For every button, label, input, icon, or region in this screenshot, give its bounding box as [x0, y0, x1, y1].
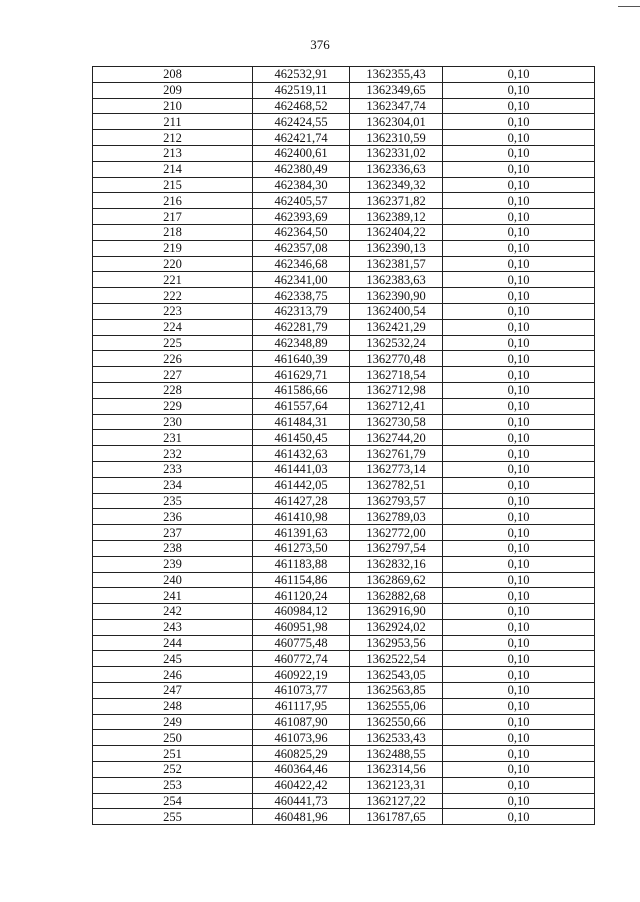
- point-number-cell: 253: [93, 777, 253, 793]
- point-number-cell: 212: [93, 130, 253, 146]
- y-coordinate-cell: 1362421,29: [350, 319, 443, 335]
- x-coordinate-cell: 462338,75: [253, 288, 350, 304]
- table-row: [93, 730, 595, 746]
- y-coordinate-cell: 1362916,90: [350, 604, 443, 620]
- x-coordinate-cell: 460364,46: [253, 762, 350, 778]
- table-row: [93, 809, 595, 825]
- point-number-cell: 223: [93, 303, 253, 319]
- error-value-cell: 0,10: [443, 714, 595, 730]
- y-coordinate-cell: 1362797,54: [350, 540, 443, 556]
- point-number-cell: 232: [93, 446, 253, 462]
- table-row: [93, 477, 595, 493]
- x-coordinate-cell: 461450,45: [253, 430, 350, 446]
- x-coordinate-cell: 462357,08: [253, 240, 350, 256]
- point-number-cell: 231: [93, 430, 253, 446]
- y-coordinate-cell: 1362331,02: [350, 145, 443, 161]
- table-row: [93, 714, 595, 730]
- y-coordinate-cell: 1362389,12: [350, 209, 443, 225]
- error-value-cell: 0,10: [443, 398, 595, 414]
- coordinates-table: [92, 66, 595, 825]
- x-coordinate-cell: 462364,50: [253, 224, 350, 240]
- y-coordinate-cell: 1362563,85: [350, 683, 443, 699]
- error-value-cell: 0,10: [443, 809, 595, 825]
- table-row: [93, 240, 595, 256]
- point-number-cell: 217: [93, 209, 253, 225]
- error-value-cell: 0,10: [443, 256, 595, 272]
- y-coordinate-cell: 1362349,65: [350, 82, 443, 98]
- table-row: [93, 367, 595, 383]
- table-row: [93, 224, 595, 240]
- point-number-cell: 239: [93, 556, 253, 572]
- point-number-cell: 229: [93, 398, 253, 414]
- y-coordinate-cell: 1362773,14: [350, 461, 443, 477]
- table-row: [93, 604, 595, 620]
- table-row: [93, 635, 595, 651]
- error-value-cell: 0,10: [443, 145, 595, 161]
- point-number-cell: 216: [93, 193, 253, 209]
- table-row: [93, 67, 595, 83]
- error-value-cell: 0,10: [443, 493, 595, 509]
- point-number-cell: 228: [93, 382, 253, 398]
- error-value-cell: 0,10: [443, 793, 595, 809]
- point-number-cell: 225: [93, 335, 253, 351]
- x-coordinate-cell: 461432,63: [253, 446, 350, 462]
- table-row: [93, 256, 595, 272]
- error-value-cell: 0,10: [443, 367, 595, 383]
- error-value-cell: 0,10: [443, 335, 595, 351]
- y-coordinate-cell: 1362383,63: [350, 272, 443, 288]
- x-coordinate-cell: 462424,55: [253, 114, 350, 130]
- error-value-cell: 0,10: [443, 114, 595, 130]
- point-number-cell: 209: [93, 82, 253, 98]
- x-coordinate-cell: 462519,11: [253, 82, 350, 98]
- point-number-cell: 242: [93, 604, 253, 620]
- x-coordinate-cell: 461120,24: [253, 588, 350, 604]
- point-number-cell: 215: [93, 177, 253, 193]
- x-coordinate-cell: 461154,86: [253, 572, 350, 588]
- error-value-cell: 0,10: [443, 730, 595, 746]
- error-value-cell: 0,10: [443, 777, 595, 793]
- x-coordinate-cell: 462405,57: [253, 193, 350, 209]
- y-coordinate-cell: 1361787,65: [350, 809, 443, 825]
- error-value-cell: 0,10: [443, 224, 595, 240]
- point-number-cell: 221: [93, 272, 253, 288]
- point-number-cell: 220: [93, 256, 253, 272]
- y-coordinate-cell: 1362712,41: [350, 398, 443, 414]
- x-coordinate-cell: 460825,29: [253, 746, 350, 762]
- x-coordinate-cell: 461073,77: [253, 683, 350, 699]
- table-row: [93, 572, 595, 588]
- y-coordinate-cell: 1362371,82: [350, 193, 443, 209]
- error-value-cell: 0,10: [443, 461, 595, 477]
- error-value-cell: 0,10: [443, 683, 595, 699]
- error-value-cell: 0,10: [443, 619, 595, 635]
- point-number-cell: 234: [93, 477, 253, 493]
- page-number: 376: [310, 37, 330, 52]
- x-coordinate-cell: 461427,28: [253, 493, 350, 509]
- table-row: [93, 762, 595, 778]
- table-row: [93, 651, 595, 667]
- y-coordinate-cell: 1362730,58: [350, 414, 443, 430]
- table-row: [93, 619, 595, 635]
- y-coordinate-cell: 1362123,31: [350, 777, 443, 793]
- point-number-cell: 244: [93, 635, 253, 651]
- y-coordinate-cell: 1362543,05: [350, 667, 443, 683]
- table-row: [93, 177, 595, 193]
- table-row: [93, 193, 595, 209]
- x-coordinate-cell: 461629,71: [253, 367, 350, 383]
- point-number-cell: 227: [93, 367, 253, 383]
- x-coordinate-cell: 461117,95: [253, 698, 350, 714]
- y-coordinate-cell: 1362718,54: [350, 367, 443, 383]
- point-number-cell: 235: [93, 493, 253, 509]
- y-coordinate-cell: 1362793,57: [350, 493, 443, 509]
- point-number-cell: 219: [93, 240, 253, 256]
- x-coordinate-cell: 462313,79: [253, 303, 350, 319]
- table-row: [93, 667, 595, 683]
- error-value-cell: 0,10: [443, 525, 595, 541]
- error-value-cell: 0,10: [443, 446, 595, 462]
- point-number-cell: 208: [93, 67, 253, 83]
- y-coordinate-cell: 1362314,56: [350, 762, 443, 778]
- table-row: [93, 82, 595, 98]
- error-value-cell: 0,10: [443, 588, 595, 604]
- y-coordinate-cell: 1362381,57: [350, 256, 443, 272]
- y-coordinate-cell: 1362533,43: [350, 730, 443, 746]
- point-number-cell: 246: [93, 667, 253, 683]
- table-row: [93, 430, 595, 446]
- error-value-cell: 0,10: [443, 651, 595, 667]
- y-coordinate-cell: 1362789,03: [350, 509, 443, 525]
- x-coordinate-cell: 460481,96: [253, 809, 350, 825]
- point-number-cell: 254: [93, 793, 253, 809]
- point-number-cell: 238: [93, 540, 253, 556]
- error-value-cell: 0,10: [443, 240, 595, 256]
- error-value-cell: 0,10: [443, 161, 595, 177]
- x-coordinate-cell: 460772,74: [253, 651, 350, 667]
- error-value-cell: 0,10: [443, 98, 595, 114]
- y-coordinate-cell: 1362761,79: [350, 446, 443, 462]
- point-number-cell: 218: [93, 224, 253, 240]
- y-coordinate-cell: 1362347,74: [350, 98, 443, 114]
- table-row: [93, 540, 595, 556]
- x-coordinate-cell: 461183,88: [253, 556, 350, 572]
- y-coordinate-cell: 1362832,16: [350, 556, 443, 572]
- x-coordinate-cell: 461410,98: [253, 509, 350, 525]
- y-coordinate-cell: 1362488,55: [350, 746, 443, 762]
- y-coordinate-cell: 1362336,63: [350, 161, 443, 177]
- y-coordinate-cell: 1362522,54: [350, 651, 443, 667]
- table-row: [93, 288, 595, 304]
- table-row: [93, 335, 595, 351]
- point-number-cell: 243: [93, 619, 253, 635]
- error-value-cell: 0,10: [443, 177, 595, 193]
- error-value-cell: 0,10: [443, 509, 595, 525]
- y-coordinate-cell: 1362355,43: [350, 67, 443, 83]
- point-number-cell: 213: [93, 145, 253, 161]
- table-row: [93, 493, 595, 509]
- point-number-cell: 247: [93, 683, 253, 699]
- table-row: [93, 303, 595, 319]
- y-coordinate-cell: 1362782,51: [350, 477, 443, 493]
- x-coordinate-cell: 461586,66: [253, 382, 350, 398]
- x-coordinate-cell: 462400,61: [253, 145, 350, 161]
- error-value-cell: 0,10: [443, 667, 595, 683]
- table-row: [93, 145, 595, 161]
- point-number-cell: 245: [93, 651, 253, 667]
- table-row: [93, 114, 595, 130]
- point-number-cell: 233: [93, 461, 253, 477]
- point-number-cell: 252: [93, 762, 253, 778]
- x-coordinate-cell: 462341,00: [253, 272, 350, 288]
- point-number-cell: 222: [93, 288, 253, 304]
- y-coordinate-cell: 1362882,68: [350, 588, 443, 604]
- y-coordinate-cell: 1362400,54: [350, 303, 443, 319]
- x-coordinate-cell: 461484,31: [253, 414, 350, 430]
- error-value-cell: 0,10: [443, 604, 595, 620]
- error-value-cell: 0,10: [443, 540, 595, 556]
- x-coordinate-cell: 462393,69: [253, 209, 350, 225]
- point-number-cell: 226: [93, 351, 253, 367]
- x-coordinate-cell: 461073,96: [253, 730, 350, 746]
- error-value-cell: 0,10: [443, 477, 595, 493]
- x-coordinate-cell: 462348,89: [253, 335, 350, 351]
- table-row: [93, 698, 595, 714]
- x-coordinate-cell: 460984,12: [253, 604, 350, 620]
- table-row: [93, 746, 595, 762]
- y-coordinate-cell: 1362390,90: [350, 288, 443, 304]
- point-number-cell: 214: [93, 161, 253, 177]
- x-coordinate-cell: 462380,49: [253, 161, 350, 177]
- point-number-cell: 211: [93, 114, 253, 130]
- point-number-cell: 237: [93, 525, 253, 541]
- point-number-cell: 255: [93, 809, 253, 825]
- y-coordinate-cell: 1362770,48: [350, 351, 443, 367]
- point-number-cell: 210: [93, 98, 253, 114]
- scan-corner-mark: [618, 6, 640, 7]
- error-value-cell: 0,10: [443, 319, 595, 335]
- y-coordinate-cell: 1362555,06: [350, 698, 443, 714]
- error-value-cell: 0,10: [443, 382, 595, 398]
- y-coordinate-cell: 1362712,98: [350, 382, 443, 398]
- y-coordinate-cell: 1362390,13: [350, 240, 443, 256]
- table-row: [93, 509, 595, 525]
- point-number-cell: 249: [93, 714, 253, 730]
- y-coordinate-cell: 1362744,20: [350, 430, 443, 446]
- x-coordinate-cell: 462532,91: [253, 67, 350, 83]
- table-row: [93, 683, 595, 699]
- table-row: [93, 209, 595, 225]
- y-coordinate-cell: 1362532,24: [350, 335, 443, 351]
- x-coordinate-cell: 462281,79: [253, 319, 350, 335]
- table-row: [93, 272, 595, 288]
- error-value-cell: 0,10: [443, 193, 595, 209]
- x-coordinate-cell: 460775,48: [253, 635, 350, 651]
- error-value-cell: 0,10: [443, 351, 595, 367]
- point-number-cell: 251: [93, 746, 253, 762]
- x-coordinate-cell: 460422,42: [253, 777, 350, 793]
- table-row: [93, 130, 595, 146]
- error-value-cell: 0,10: [443, 414, 595, 430]
- x-coordinate-cell: 461087,90: [253, 714, 350, 730]
- table-row: [93, 414, 595, 430]
- error-value-cell: 0,10: [443, 288, 595, 304]
- x-coordinate-cell: 461391,63: [253, 525, 350, 541]
- point-number-cell: 236: [93, 509, 253, 525]
- y-coordinate-cell: 1362304,01: [350, 114, 443, 130]
- table-row: [93, 446, 595, 462]
- error-value-cell: 0,10: [443, 209, 595, 225]
- error-value-cell: 0,10: [443, 430, 595, 446]
- point-number-cell: 248: [93, 698, 253, 714]
- table-row: [93, 161, 595, 177]
- coordinates-table-body: [93, 67, 595, 825]
- x-coordinate-cell: 460922,19: [253, 667, 350, 683]
- table-row: [93, 777, 595, 793]
- point-number-cell: 240: [93, 572, 253, 588]
- y-coordinate-cell: 1362924,02: [350, 619, 443, 635]
- x-coordinate-cell: 461557,64: [253, 398, 350, 414]
- table-row: [93, 351, 595, 367]
- y-coordinate-cell: 1362550,66: [350, 714, 443, 730]
- y-coordinate-cell: 1362404,22: [350, 224, 443, 240]
- error-value-cell: 0,10: [443, 746, 595, 762]
- x-coordinate-cell: 461442,05: [253, 477, 350, 493]
- y-coordinate-cell: 1362349,32: [350, 177, 443, 193]
- x-coordinate-cell: 462421,74: [253, 130, 350, 146]
- y-coordinate-cell: 1362772,00: [350, 525, 443, 541]
- y-coordinate-cell: 1362953,56: [350, 635, 443, 651]
- table-row: [93, 588, 595, 604]
- y-coordinate-cell: 1362310,59: [350, 130, 443, 146]
- x-coordinate-cell: 462384,30: [253, 177, 350, 193]
- point-number-cell: 250: [93, 730, 253, 746]
- table-row: [93, 556, 595, 572]
- error-value-cell: 0,10: [443, 556, 595, 572]
- table-row: [93, 382, 595, 398]
- error-value-cell: 0,10: [443, 82, 595, 98]
- y-coordinate-cell: 1362869,62: [350, 572, 443, 588]
- table-row: [93, 525, 595, 541]
- error-value-cell: 0,10: [443, 67, 595, 83]
- error-value-cell: 0,10: [443, 698, 595, 714]
- error-value-cell: 0,10: [443, 762, 595, 778]
- table-row: [93, 398, 595, 414]
- error-value-cell: 0,10: [443, 303, 595, 319]
- table-row: [93, 98, 595, 114]
- x-coordinate-cell: 462346,68: [253, 256, 350, 272]
- point-number-cell: 224: [93, 319, 253, 335]
- x-coordinate-cell: 461273,50: [253, 540, 350, 556]
- point-number-cell: 241: [93, 588, 253, 604]
- error-value-cell: 0,10: [443, 130, 595, 146]
- table-row: [93, 461, 595, 477]
- error-value-cell: 0,10: [443, 635, 595, 651]
- point-number-cell: 230: [93, 414, 253, 430]
- x-coordinate-cell: 460441,73: [253, 793, 350, 809]
- x-coordinate-cell: 461640,39: [253, 351, 350, 367]
- x-coordinate-cell: 462468,52: [253, 98, 350, 114]
- error-value-cell: 0,10: [443, 272, 595, 288]
- x-coordinate-cell: 461441,03: [253, 461, 350, 477]
- table-row: [93, 793, 595, 809]
- y-coordinate-cell: 1362127,22: [350, 793, 443, 809]
- table-row: [93, 319, 595, 335]
- error-value-cell: 0,10: [443, 572, 595, 588]
- x-coordinate-cell: 460951,98: [253, 619, 350, 635]
